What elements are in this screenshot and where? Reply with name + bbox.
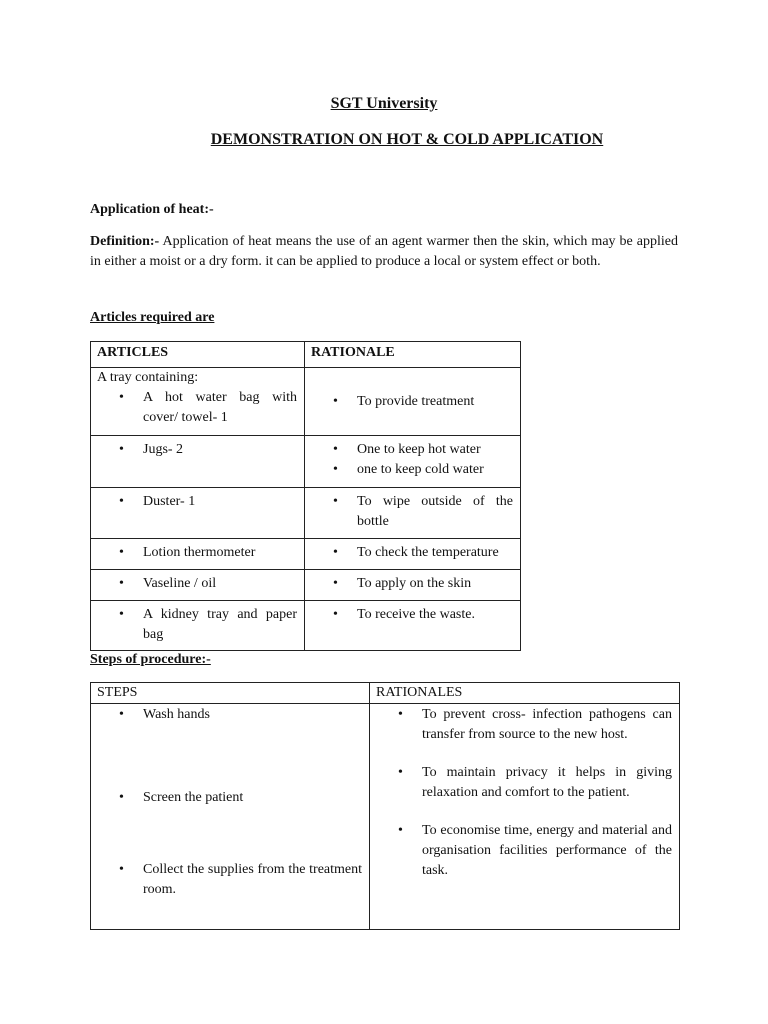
- articles-heading: Articles required are: [90, 310, 215, 325]
- rationale-item: • To check the temperature: [305, 543, 520, 563]
- rationale-cell: [305, 539, 521, 570]
- article-item: • Jugs- 2: [91, 440, 304, 460]
- table-row: [91, 704, 680, 930]
- procedure-table: [90, 682, 680, 930]
- articles-col-header: ARTICLES: [91, 342, 305, 368]
- step-item: • Wash hands: [91, 705, 369, 725]
- article-cell: [91, 488, 305, 539]
- table-row: [91, 539, 521, 570]
- article-item: • Lotion thermometer: [91, 543, 304, 563]
- table-row: [91, 601, 521, 651]
- document-title: DEMONSTRATION ON HOT & COLD APPLICATION: [210, 131, 604, 148]
- table-row: [91, 436, 521, 488]
- rationale-item: • To apply on the skin: [305, 574, 520, 594]
- rationales-col-header: RATIONALES: [370, 683, 680, 704]
- rationale-cell: [305, 488, 521, 539]
- rationale-item: • one to keep cold water: [305, 460, 520, 480]
- steps-cell: [91, 704, 370, 930]
- table-row: [91, 488, 521, 539]
- tray-intro: A tray containing:: [97, 370, 199, 385]
- article-cell: [91, 570, 305, 601]
- procedure-header-row: [91, 683, 680, 704]
- rationale-item: • One to keep hot water: [305, 440, 520, 460]
- definition-text: Application of heat means the use of an agent warmer then the skin, which may be applied in either a moist or a dry form. it can be applied to produce a local or system effect or both.: [90, 234, 678, 269]
- rationale-item: • To maintain privacy it helps in giving relaxation and comfort to the patient.: [370, 763, 679, 803]
- table-row: [91, 570, 521, 601]
- rationale-item: • To wipe outside of the bottle: [305, 492, 520, 532]
- rationale-item: • To receive the waste.: [305, 605, 520, 625]
- rationale-item: • To provide treatment: [305, 392, 520, 412]
- rationale-col-header: RATIONALE: [305, 342, 521, 368]
- article-item: • Duster- 1: [91, 492, 304, 512]
- rationale-cell: [305, 436, 521, 488]
- heat-section-heading: Application of heat:-: [90, 202, 214, 217]
- rationale-item: • To prevent cross- infection pathogens can transfer from source to the new host.: [370, 705, 679, 745]
- article-cell: [91, 601, 305, 651]
- steps-heading: Steps of procedure:-: [90, 652, 211, 667]
- articles-header-row: [91, 342, 521, 368]
- step-item: • Collect the supplies from the treatment room.: [91, 860, 369, 900]
- definition-label: Definition:-: [90, 234, 160, 249]
- article-cell: [91, 539, 305, 570]
- article-item: • Vaseline / oil: [91, 574, 304, 594]
- article-item: • A hot water bag with cover/ towel- 1: [91, 388, 304, 428]
- rationales-cell: [370, 704, 680, 930]
- rationale-item: • To economise time, energy and material and organisation facilities performance of the task.: [370, 821, 679, 881]
- table-row: [91, 368, 521, 436]
- article-cell: [91, 368, 305, 436]
- articles-table: [90, 341, 521, 651]
- definition-paragraph: [90, 232, 678, 272]
- rationale-cell: [305, 368, 521, 436]
- rationale-cell: [305, 570, 521, 601]
- article-cell: [91, 436, 305, 488]
- steps-col-header: STEPS: [91, 683, 370, 704]
- step-item: • Screen the patient: [91, 788, 369, 808]
- university-name: SGT University: [330, 95, 438, 112]
- rationale-cell: [305, 601, 521, 651]
- article-item: • A kidney tray and paper bag: [91, 605, 304, 645]
